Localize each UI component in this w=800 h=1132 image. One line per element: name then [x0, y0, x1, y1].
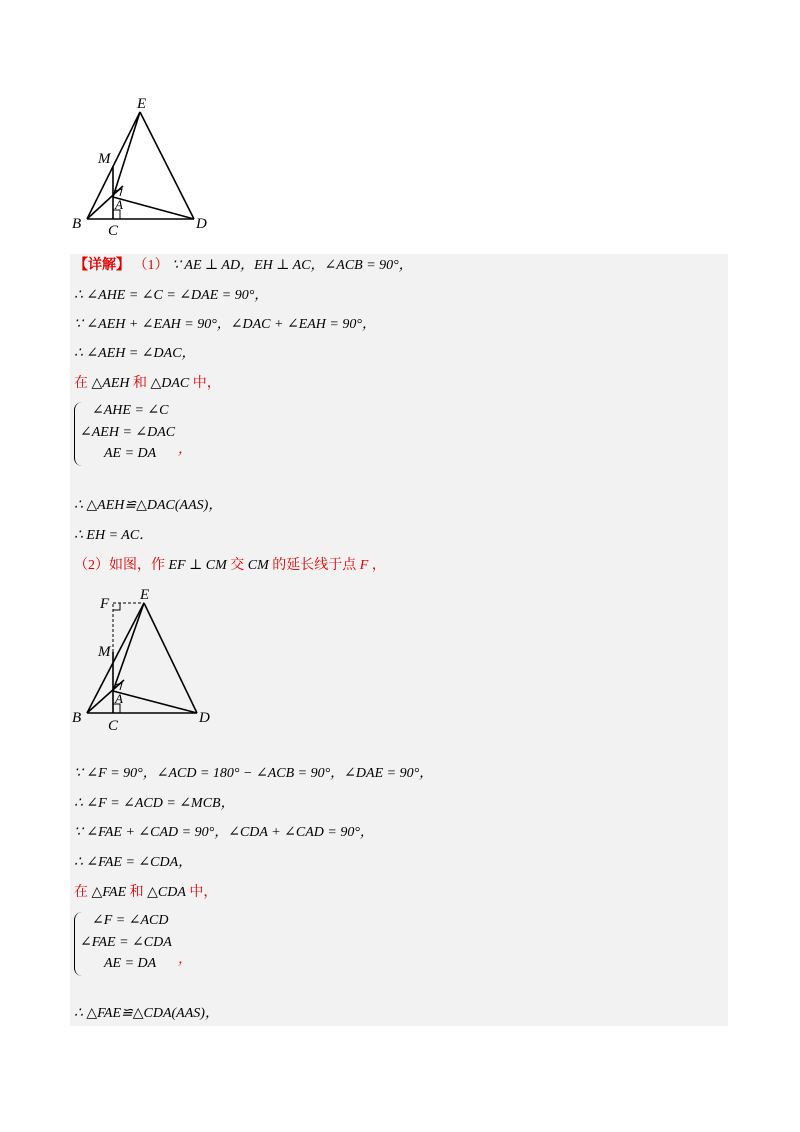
solution-line-part2 [74, 556, 386, 576]
solution-line-11: ∴ ∠FAE = ∠CDA， [74, 855, 193, 870]
solution-line-5 [74, 374, 221, 394]
part2-end: ， [371, 558, 386, 573]
fig2-label-f: F [100, 596, 110, 612]
line12-prefix: 在 [74, 885, 88, 900]
line5-prefix: 在 [74, 376, 88, 391]
figure-2 [60, 582, 230, 737]
line5-triangle-1: △AEH [91, 376, 130, 391]
solution-heading: 【详解】 [74, 258, 130, 273]
system1-row-1: ∠AHE = ∠C [92, 403, 169, 418]
line5-suffix: 中， [192, 376, 221, 391]
system2-row-1: ∠F = ∠ACD [92, 913, 169, 928]
solution-line-12 [74, 883, 217, 903]
fig1-label-d: D [196, 216, 207, 232]
line5-triangle-2: △DAC [150, 376, 190, 391]
solution-line-4: ∴ ∠AEH = ∠DAC， [74, 346, 196, 361]
part2-point: F [359, 558, 369, 573]
line5-and: 和 [132, 376, 147, 391]
part2-math-2: CM [247, 558, 269, 573]
system1-comma: ， [178, 442, 192, 457]
solution-line-13: ∴ △FAE≌△CDA(AAS)， [74, 1006, 219, 1021]
solution-line-9: ∴ ∠F = ∠ACD = ∠MCB， [74, 796, 235, 811]
line12-triangle-2: △CDA [147, 885, 186, 900]
fig2-label-e: E [140, 587, 150, 603]
part2-label: （2）如图，作 [74, 558, 165, 573]
system2-comma: ， [178, 952, 192, 967]
solution-line-1 [74, 256, 413, 276]
solution-line-6: ∴ △AEH≌△DAC(AAS)， [74, 498, 223, 513]
line12-and: 和 [129, 885, 144, 900]
fig1-label-b: B [72, 216, 82, 232]
solution-line-10: ∵ ∠FAE + ∠CAD = 90°，∠CDA + ∠CAD = 90°， [74, 825, 374, 840]
equation-system-2 [74, 912, 234, 976]
line12-suffix: 中， [189, 885, 218, 900]
part2-suffix: 的延长线于点 [272, 558, 357, 573]
system1-row-2: ∠AEH = ∠DAC [80, 425, 176, 440]
system2-row-3: AE = DA [104, 956, 157, 971]
equation-system-1 [74, 402, 234, 466]
part1-label: （1） [133, 258, 169, 273]
solution-line-7: ∴ EH = AC． [74, 528, 154, 543]
system1-row-3: AE = DA [104, 446, 157, 461]
line12-triangle-1: △FAE [91, 885, 127, 900]
part2-math-1: EF ⊥ CM [168, 558, 227, 573]
fig2-label-c: C [108, 718, 119, 734]
fig1-label-m: M [98, 151, 111, 167]
solution-line-2: ∴ ∠AHE = ∠C = ∠DAE = 90°， [74, 288, 269, 303]
fig2-label-m: M [98, 644, 111, 660]
figure-1 [60, 88, 230, 243]
fig1-label-a: A [115, 197, 123, 212]
fig2-label-a: A [115, 691, 123, 706]
solution-line-8: ∵ ∠F = 90°，∠ACD = 180° − ∠ACB = 90°，∠DAE = 90°， [74, 766, 434, 781]
solution-line-3: ∵ ∠AEH + ∠EAH = 90°，∠DAC + ∠EAH = 90°， [74, 317, 376, 332]
system2-row-2: ∠FAE = ∠CDA [80, 935, 172, 950]
part2-mid: 交 [230, 558, 245, 573]
fig2-label-d: D [199, 710, 210, 726]
fig2-label-b: B [72, 710, 82, 726]
fig1-label-e: E [137, 96, 147, 112]
line1-math: ∵ AE ⊥ AD，EH ⊥ AC，∠ACB = 90°， [172, 258, 413, 273]
fig1-label-c: C [108, 223, 119, 239]
